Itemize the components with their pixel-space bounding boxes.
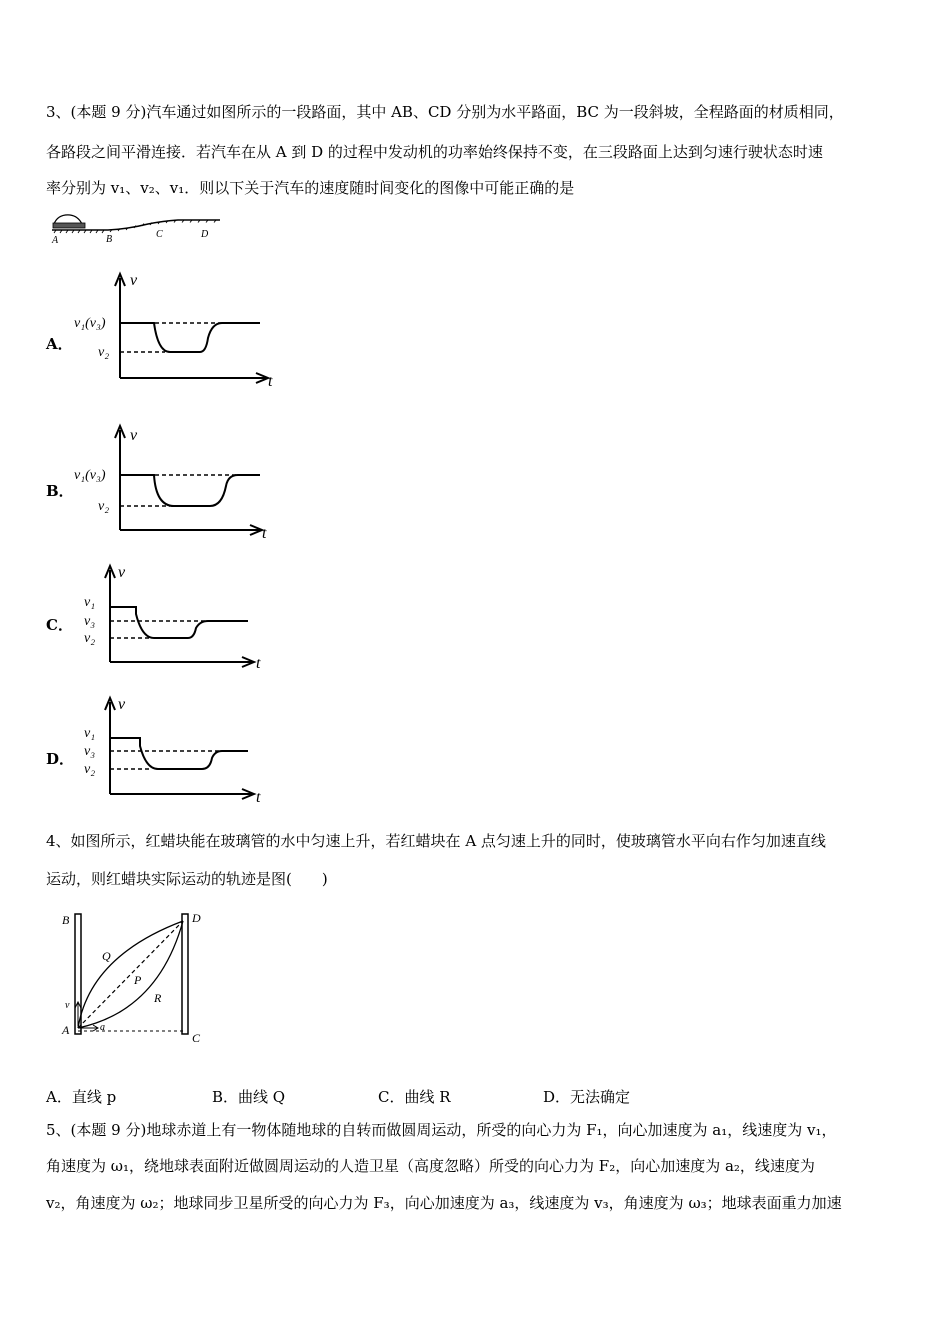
tick-v2: v₂	[98, 345, 110, 360]
label-c: C	[192, 1031, 201, 1045]
axis-v-label: v	[118, 564, 126, 581]
label-q: Q	[102, 949, 111, 963]
label-v: v	[65, 1000, 70, 1011]
label-accel: a	[100, 1022, 105, 1033]
axis-t-label: t	[256, 655, 261, 672]
q5-line-1: 5、(本题 9 分)地球赤道上有一物体随地球的自转而做圆周运动，所受的向心力为 F₁，向心加速度为 a₁，线速度为 v₁，	[46, 1121, 837, 1139]
label-d: D	[192, 911, 201, 925]
tick-v2: v₂	[84, 631, 96, 646]
axis-v-label: v	[130, 272, 138, 289]
option-d-label: D．	[46, 750, 75, 768]
axis-t-label: t	[268, 373, 273, 390]
tick-v1-v3: v₁(v₃)	[74, 468, 106, 483]
graph-option-d	[70, 692, 280, 810]
q4-choice-d[interactable]: D．无法确定	[543, 1088, 631, 1106]
option-c-label: C．	[46, 616, 73, 634]
car-icon	[53, 215, 85, 228]
axis-t-label: t	[262, 525, 267, 542]
q3-line-1: 3、(本题 9 分)汽车通过如图所示的一段路面，其中 AB、CD 分别为水平路面，BC 为一段斜坡，全程路面的材质相同，	[46, 103, 844, 121]
graph-option-a	[70, 268, 290, 392]
tick-v3: v₃	[84, 614, 96, 629]
tick-v3: v₃	[84, 744, 96, 759]
tick-v1: v₁	[84, 595, 96, 610]
label-r: R	[154, 991, 162, 1005]
glass-tube-figure	[58, 906, 218, 1046]
q3-line-2: 各路段之间平滑连接．若汽车在从 A 到 D 的过程中发动机的功率始终保持不变，在三段路面上达到匀速行驶状态时速	[46, 143, 823, 161]
q5-line-3: v₂，角速度为 ω₂；地球同步卫星所受的向心力为 F₃，向心加速度为 a₃，线速度为 v₃，角速度为 ω₃；地球表面重力加速	[46, 1194, 842, 1212]
label-b: B	[62, 913, 70, 927]
road-label-d: D	[201, 229, 209, 240]
axis-v-label: v	[130, 427, 138, 444]
road-label-c: C	[156, 229, 163, 240]
tick-v2: v₂	[98, 499, 110, 514]
tick-v1: v₁	[84, 726, 96, 741]
axis-t-label: t	[256, 789, 261, 806]
q4-choice-a[interactable]: A．直线 p	[46, 1088, 117, 1106]
q4-choice-c[interactable]: C．曲线 R	[378, 1088, 451, 1106]
option-a-label: A．	[46, 335, 73, 353]
label-p: P	[134, 973, 142, 987]
q5-line-2: 角速度为 ω₁，绕地球表面附近做圆周运动的人造卫星（高度忽略）所受的向心力为 F₂，向心加速度为 a₂，线速度为	[46, 1157, 815, 1175]
graph-option-b	[70, 420, 290, 544]
q4-line-1: 4、如图所示，红蜡块能在玻璃管的水中匀速上升，若红蜡块在 A 点匀速上升的同时，使玻璃管水平向右作匀加速直线	[46, 832, 826, 850]
road-label-a: A	[52, 235, 59, 246]
label-a: A	[62, 1023, 70, 1037]
q4-choice-b[interactable]: B．曲线 Q	[212, 1088, 286, 1106]
tick-v2: v₂	[84, 762, 96, 777]
road-label-b: B	[106, 234, 113, 245]
option-b-label: B．	[46, 482, 74, 500]
tick-v1-v3: v₁(v₃)	[74, 316, 106, 331]
q3-line-3: 率分别为 v₁、v₂、v₁．则以下关于汽车的速度随时间变化的图像中可能正确的是	[46, 179, 575, 197]
axis-v-label: v	[118, 696, 126, 713]
graph-option-c	[70, 560, 280, 676]
road-figure	[48, 210, 228, 246]
q4-line-2: 运动，则红蜡块实际运动的轨迹是图( )	[46, 870, 328, 888]
